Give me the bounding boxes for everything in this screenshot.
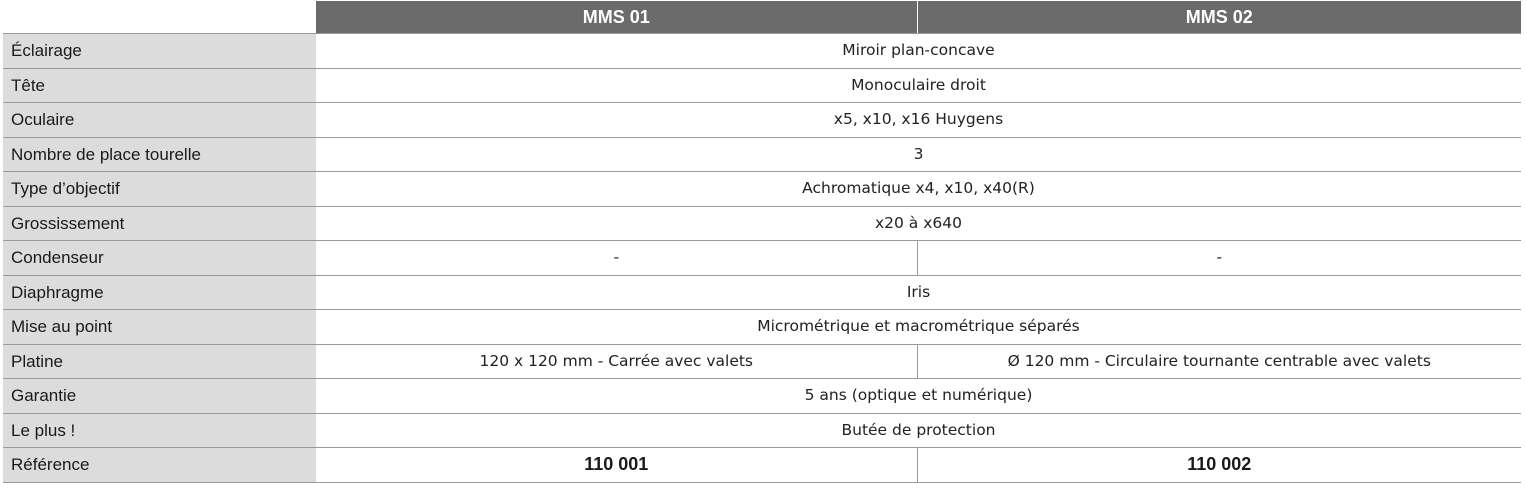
row-value: 5 ans (optique et numérique) xyxy=(316,379,1521,414)
row-label: Garantie xyxy=(3,379,316,414)
row-value-mms02: - xyxy=(917,241,1521,276)
row-label: Mise au point xyxy=(3,310,316,345)
row-value: Monoculaire droit xyxy=(316,68,1521,103)
row-label: Oculaire xyxy=(3,103,316,138)
row-value: x20 à x640 xyxy=(316,206,1521,241)
row-value: Achromatique x4, x10, x40(R) xyxy=(316,172,1521,207)
row-value: Micrométrique et macrométrique séparés xyxy=(316,310,1521,345)
reference-mms02: 110 002 xyxy=(917,448,1521,483)
row-tete xyxy=(3,68,1521,103)
row-oculaire xyxy=(3,103,1521,138)
row-objectif xyxy=(3,172,1521,207)
header-mms01: MMS 01 xyxy=(316,1,917,34)
row-label: Platine xyxy=(3,344,316,379)
row-garantie xyxy=(3,379,1521,414)
row-label: Éclairage xyxy=(3,34,316,69)
row-condenseur xyxy=(3,241,1521,276)
row-value: 3 xyxy=(316,137,1521,172)
row-label: Tête xyxy=(3,68,316,103)
row-platine xyxy=(3,344,1521,379)
header-corner xyxy=(3,1,316,34)
row-value: Iris xyxy=(316,275,1521,310)
row-label: Condenseur xyxy=(3,241,316,276)
row-mise-au-point xyxy=(3,310,1521,345)
row-label: Référence xyxy=(3,448,316,483)
row-grossissement xyxy=(3,206,1521,241)
row-value: Butée de protection xyxy=(316,413,1521,448)
header-row xyxy=(3,1,1521,34)
row-value: x5, x10, x16 Huygens xyxy=(316,103,1521,138)
row-value-mms01: 120 x 120 mm - Carrée avec valets xyxy=(316,344,917,379)
spec-table xyxy=(3,1,1521,483)
row-label: Grossissement xyxy=(3,206,316,241)
row-label: Nombre de place tourelle xyxy=(3,137,316,172)
row-tourelle xyxy=(3,137,1521,172)
row-le-plus xyxy=(3,413,1521,448)
row-label: Type d’objectif xyxy=(3,172,316,207)
row-diaphragme xyxy=(3,275,1521,310)
row-value-mms01: - xyxy=(316,241,917,276)
row-reference xyxy=(3,448,1521,483)
row-label: Le plus ! xyxy=(3,413,316,448)
row-eclairage xyxy=(3,34,1521,69)
row-label: Diaphragme xyxy=(3,275,316,310)
header-mms02: MMS 02 xyxy=(917,1,1521,34)
row-value: Miroir plan-concave xyxy=(316,34,1521,69)
reference-mms01: 110 001 xyxy=(316,448,917,483)
row-value-mms02: Ø 120 mm - Circulaire tournante centrable avec valets xyxy=(917,344,1521,379)
